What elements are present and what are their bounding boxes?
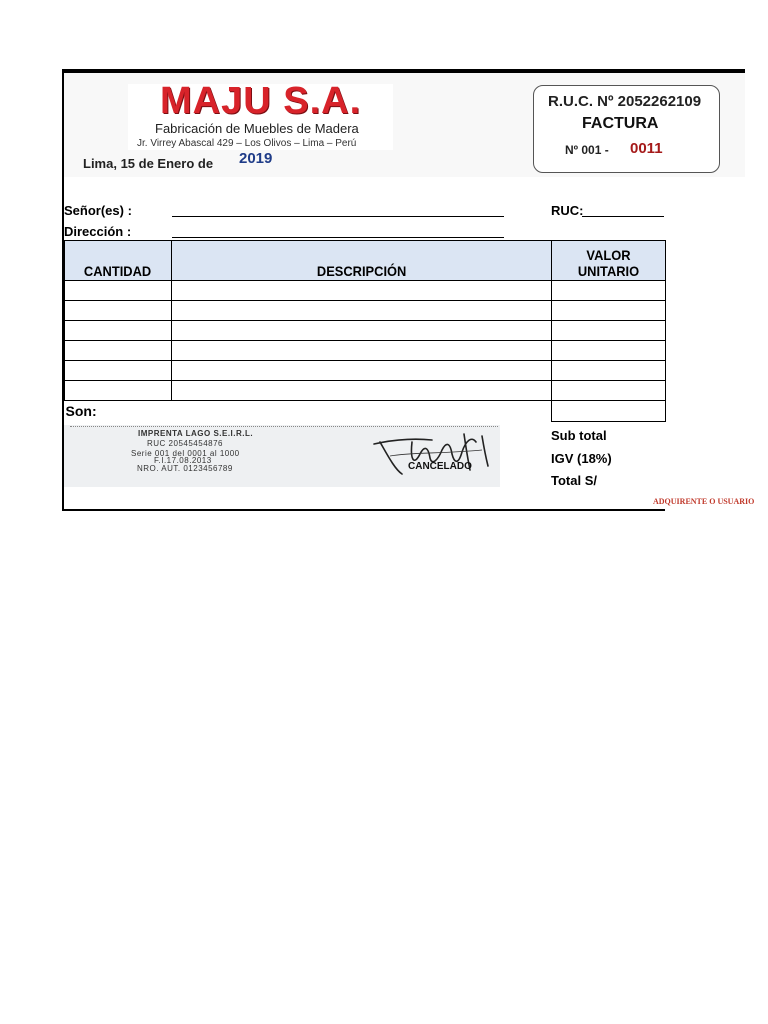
printer-ruc: RUC 20545454876 [147,439,223,448]
unit-price-cell[interactable] [552,341,666,361]
amount-in-words-row [65,401,666,422]
frame-bottom-border [62,509,665,511]
table-row [65,321,666,341]
unit-price-cell[interactable] [552,381,666,401]
unit-price-header: VALOR UNITARIO [552,241,666,281]
description-cell[interactable] [172,321,552,341]
customer-name-field[interactable] [172,216,504,217]
unit-price-cell[interactable] [552,321,666,341]
invoice-date-year: 2019 [239,150,273,167]
document-series: Nº 001 - [565,143,609,157]
table-row [65,361,666,381]
table-row [65,281,666,301]
quantity-header: CANTIDAD [65,241,172,281]
document-number: 0011 [630,140,663,157]
printer-series: Serie 001 del 0001 al 1000 [131,449,240,458]
description-cell[interactable] [172,361,552,381]
paid-stamp-label: CANCELADO [408,461,472,472]
unit-price-cell[interactable] [552,301,666,321]
unit-price-cell[interactable] [552,361,666,381]
printer-name: IMPRENTA LAGO S.E.I.R.L. [138,429,254,438]
unit-price-cell[interactable] [552,281,666,301]
total-label: Total S/ [551,473,597,488]
customer-ruc-label: RUC: [551,203,584,218]
table-row [65,381,666,401]
subtotal-label: Sub total [551,428,607,443]
description-cell[interactable] [172,301,552,321]
table-row [65,301,666,321]
quantity-cell[interactable] [65,361,172,381]
table-header-row [65,241,666,281]
quantity-cell[interactable] [65,381,172,401]
printer-date: F.I.17.08.2013 [154,456,212,465]
amount-in-words-label: Son: [65,401,552,422]
company-ruc: R.U.C. Nº 2052262109 [548,93,702,110]
quantity-cell[interactable] [65,281,172,301]
invoice-date-label: Lima, 15 de Enero de [83,156,214,171]
igv-label: IGV (18%) [551,451,612,466]
description-cell[interactable] [172,381,552,401]
quantity-cell[interactable] [65,321,172,341]
description-header: DESCRIPCIÓN [172,241,552,281]
description-cell[interactable] [172,341,552,361]
company-subtitle: Fabricación de Muebles de Madera [155,121,359,136]
table-row [65,341,666,361]
company-name: MAJU S.A. [160,80,362,122]
copy-designation: ADQUIRENTE O USUARIO [653,497,755,506]
customer-name-label: Señor(es) : [64,203,132,218]
document-type: FACTURA [582,115,659,132]
printer-authorization: NRO. AUT. 0123456789 [137,464,233,473]
printer-strip-divider [70,426,498,427]
quantity-cell[interactable] [65,301,172,321]
customer-address-field[interactable] [172,237,504,238]
company-address: Jr. Virrey Abascal 429 – Los Olivos – Lima – Perú [137,138,357,149]
quantity-cell[interactable] [65,341,172,361]
customer-ruc-field[interactable] [582,216,664,217]
items-table [64,240,666,422]
description-cell[interactable] [172,281,552,301]
customer-address-label: Dirección : [64,224,132,239]
amount-in-words-cell[interactable] [552,401,666,422]
